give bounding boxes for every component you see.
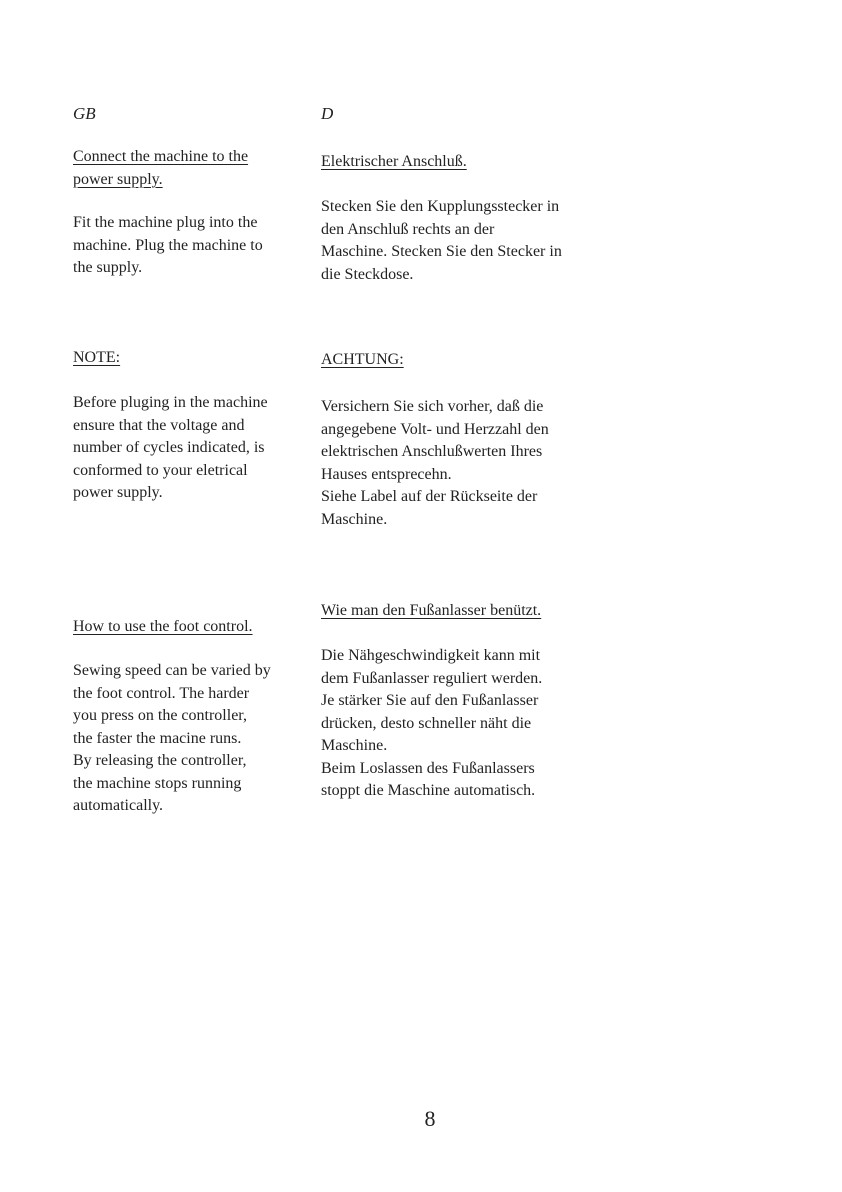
german-column xyxy=(321,0,611,1192)
para-note: Before pluging in the machine ensure that the voltage and number of cycles indicated, is conformed to your eletrical power supply. xyxy=(73,394,268,501)
language-label-gb: GB xyxy=(73,104,96,123)
heading-elektrischer-anschluss: Elektrischer Anschluß. xyxy=(321,153,467,170)
para-fussanlasser: Die Nähgeschwindigkeit kann mit dem Fußanlasser reguliert werden. Je stärker Sie auf den Fußanlasser drücken, desto schneller näht die Maschine. Beim Loslassen des Fußanlassers stoppt die Maschine automatisch. xyxy=(321,647,543,799)
para-foot-control: Sewing speed can be varied by the foot control. The harder you press on the controller, the faster the macine runs. By releasing the controller, the machine stops running automatically. xyxy=(73,662,271,814)
english-column xyxy=(73,0,309,1192)
para-elektrischer-anschluss: Stecken Sie den Kupplungsstecker in den Anschluß rechts an der Maschine. Stecken Sie den Stecker in die Steckdose. xyxy=(321,198,562,283)
heading-connect-power: Connect the machine to the power supply. xyxy=(73,148,249,188)
heading-fussanlasser: Wie man den Fußanlasser benützt. xyxy=(321,602,542,619)
heading-note: NOTE: xyxy=(73,349,121,366)
heading-foot-control: How to use the foot control. xyxy=(73,618,253,635)
heading-achtung: ACHTUNG: xyxy=(321,351,404,368)
language-label-d: D xyxy=(321,104,334,123)
page-number: 8 xyxy=(424,1106,436,1131)
para-connect-power: Fit the machine plug into the machine. Plug the machine to the supply. xyxy=(73,214,263,276)
para-achtung: Versichern Sie sich vorher, daß die angegebene Volt- und Herzzahl den elektrischen Anschlußwerten Ihres Hauses entsprecehn. Siehe Label auf der Rückseite der Maschine. xyxy=(321,398,549,528)
